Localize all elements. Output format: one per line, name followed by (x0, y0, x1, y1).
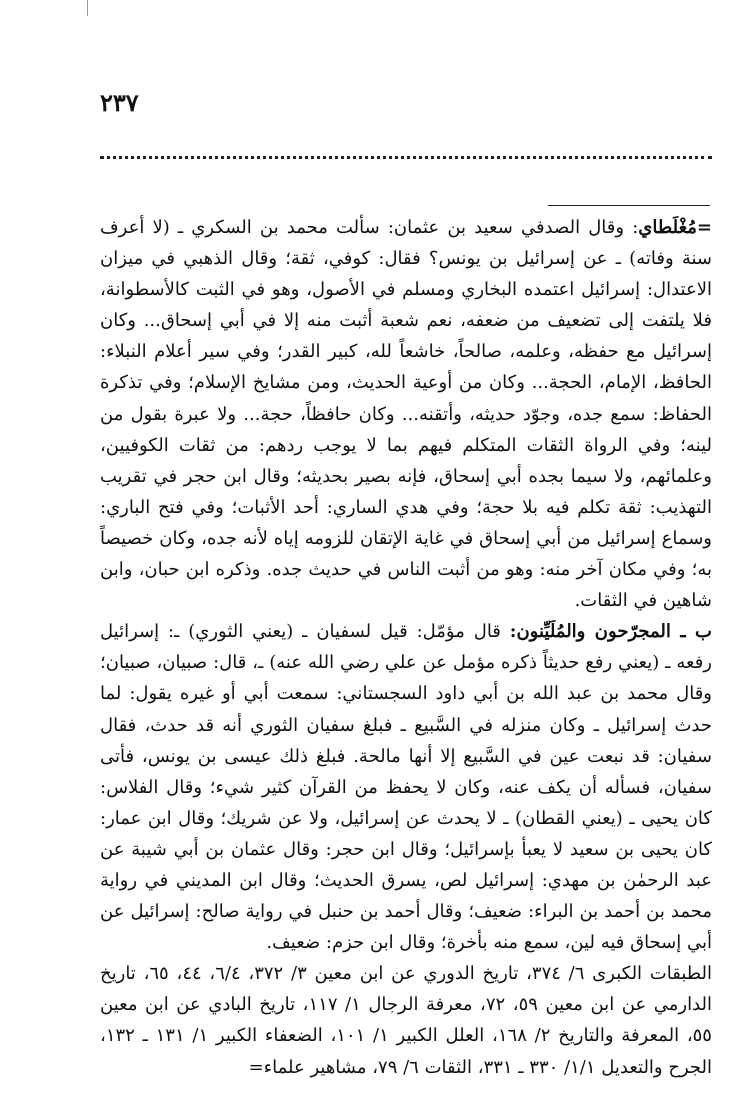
section-heading: ب ـ المجرّحون والمُلَيِّنون: (509, 621, 712, 643)
footnote-body (100, 212, 712, 1083)
paragraph-critics (100, 616, 712, 958)
gutter-tick (87, 0, 88, 16)
paragraph-sources (100, 958, 712, 1082)
page-number: ٢٣٧ (100, 88, 139, 117)
paragraph-text: قال مؤمّل: قيل لسفيان ـ (يعني الثوري) ـ: إسرائيل رفعه ـ (يعني رفع حديثاً ذكره مؤمل عن علي رضي الله عنه) ـ، قال: صبيان، صبيان؛ وقال محمد بن عبد الله بن أبي داود السجستاني: سمعت أبي أو غيره يقول: لما حدث إسرائيل ـ وكان منزله في السَّبيع ـ فبلغ سفيان الثوري أنه قد حدث، فقال سفيان: قد نبعت عين في السَّبيع إلا أنها مالحة. فبلغ ذلك عيسى بن يونس، فأتى سفيان، فسأله أن يكف عنه، وكان لا يحفظ من القرآن كثير شيء؛ وقال الفلاس: كان يحيى ـ (يعني القطان) ـ لا يحدث عن إسرائيل، ولا عن شريك؛ وقال ابن عمار: كان يحيى بن سعيد لا يعبأ بإسرائيل؛ وقال ابن حجر: وقال عثمان بن أبي شيبة عن عبد الرحمٰن بن مهدي: إسرائيل لص، يسرق الحديث؛ وقال ابن المديني في رواية محمد بن أحمد بن البراء: ضعيف؛ وقال أحمد بن حنبل في رواية صالح: إسرائيل عن أبي إسحاق فيه لين، سمع منه بأخرة؛ وقال ابن حزم: ضعيف. (100, 621, 712, 954)
paragraph-text: الطبقات الكبرى ٦/ ٣٧٤، تاريخ الدوري عن ابن معين ٣/ ٣٧٢، ٦/٤، ٤٤، ٦٥، تاريخ الدارمي عن ابن معين ٥٩، ٧٢، معرفة الرجال ١/ ١١٧، تاريخ البادي عن ابن معين ٥٥، المعرفة والتاريخ ٢/ ١٦٨، العلل الكبير ١/ ١٠١، الضعفاء الكبير ١/ ١٣١ ـ ١٣٢، الجرح والتعديل ١/١/ ٣٣٠ ـ ٣٣١، الثقات ٦/ ٧٩، مشاهير علماء= (100, 963, 713, 1078)
footnote-rule (548, 205, 710, 206)
dotted-separator (100, 156, 712, 159)
continuation-marker: = (696, 217, 712, 238)
paragraph-praisers (100, 212, 712, 616)
paragraph-text: : وقال الصدفي سعيد بن عثمان: سألت محمد بن السكري ـ (لا أعرف سنة وفاته) ـ عن إسرائيل بن يونس؟ فقال: كوفي، ثقة؛ وقال الذهبي في ميزان الاعتدال: إسرائيل اعتمده البخاري ومسلم في الأصول، وهو في الثبت كالأسطوانة، فلا يلتفت إلى تضعيف من ضعفه، نعم شعبة أثبت منه إلا في أبي إسحاق... وكان إسرائيل مع حفظه، وعلمه، صالحاً، خاشعاً لله، كبير القدر؛ وفي سير أعلام النبلاء: الحافظ، الإمام، الحجة... وكان من أوعية الحديث، ومن مشايخ الإسلام؛ وفي تذكرة الحفاظ: سمع جده، وجوّد حديثه، وأتقنه... وكان حافظاً، حجة... ولا عبرة بقول من لينه؛ وفي الرواة الثقات المتكلم فيهم بما لا يوجب ردهم: من ثقات الكوفيين، وعلمائهم، ولا سيما بجده أبي إسحاق، فإنه بصير بحديثه؛ وقال ابن حجر في تقريب التهذيب: ثقة تكلم فيه بلا حجة؛ وفي هدي الساري: أحد الأثبات؛ وفي فتح الباري: وسماع إسرائيل من أبي إسحاق في غاية الإتقان للزومه إياه لأنه جده، وكان خصيصاً به؛ وفي مكان آخر منه: وهو من أثبت الناس في حديث جده. وذكره ابن حبان، وابن شاهين في الثقات. (100, 217, 712, 612)
narrator-name: مُغْلَطاي (638, 217, 697, 238)
